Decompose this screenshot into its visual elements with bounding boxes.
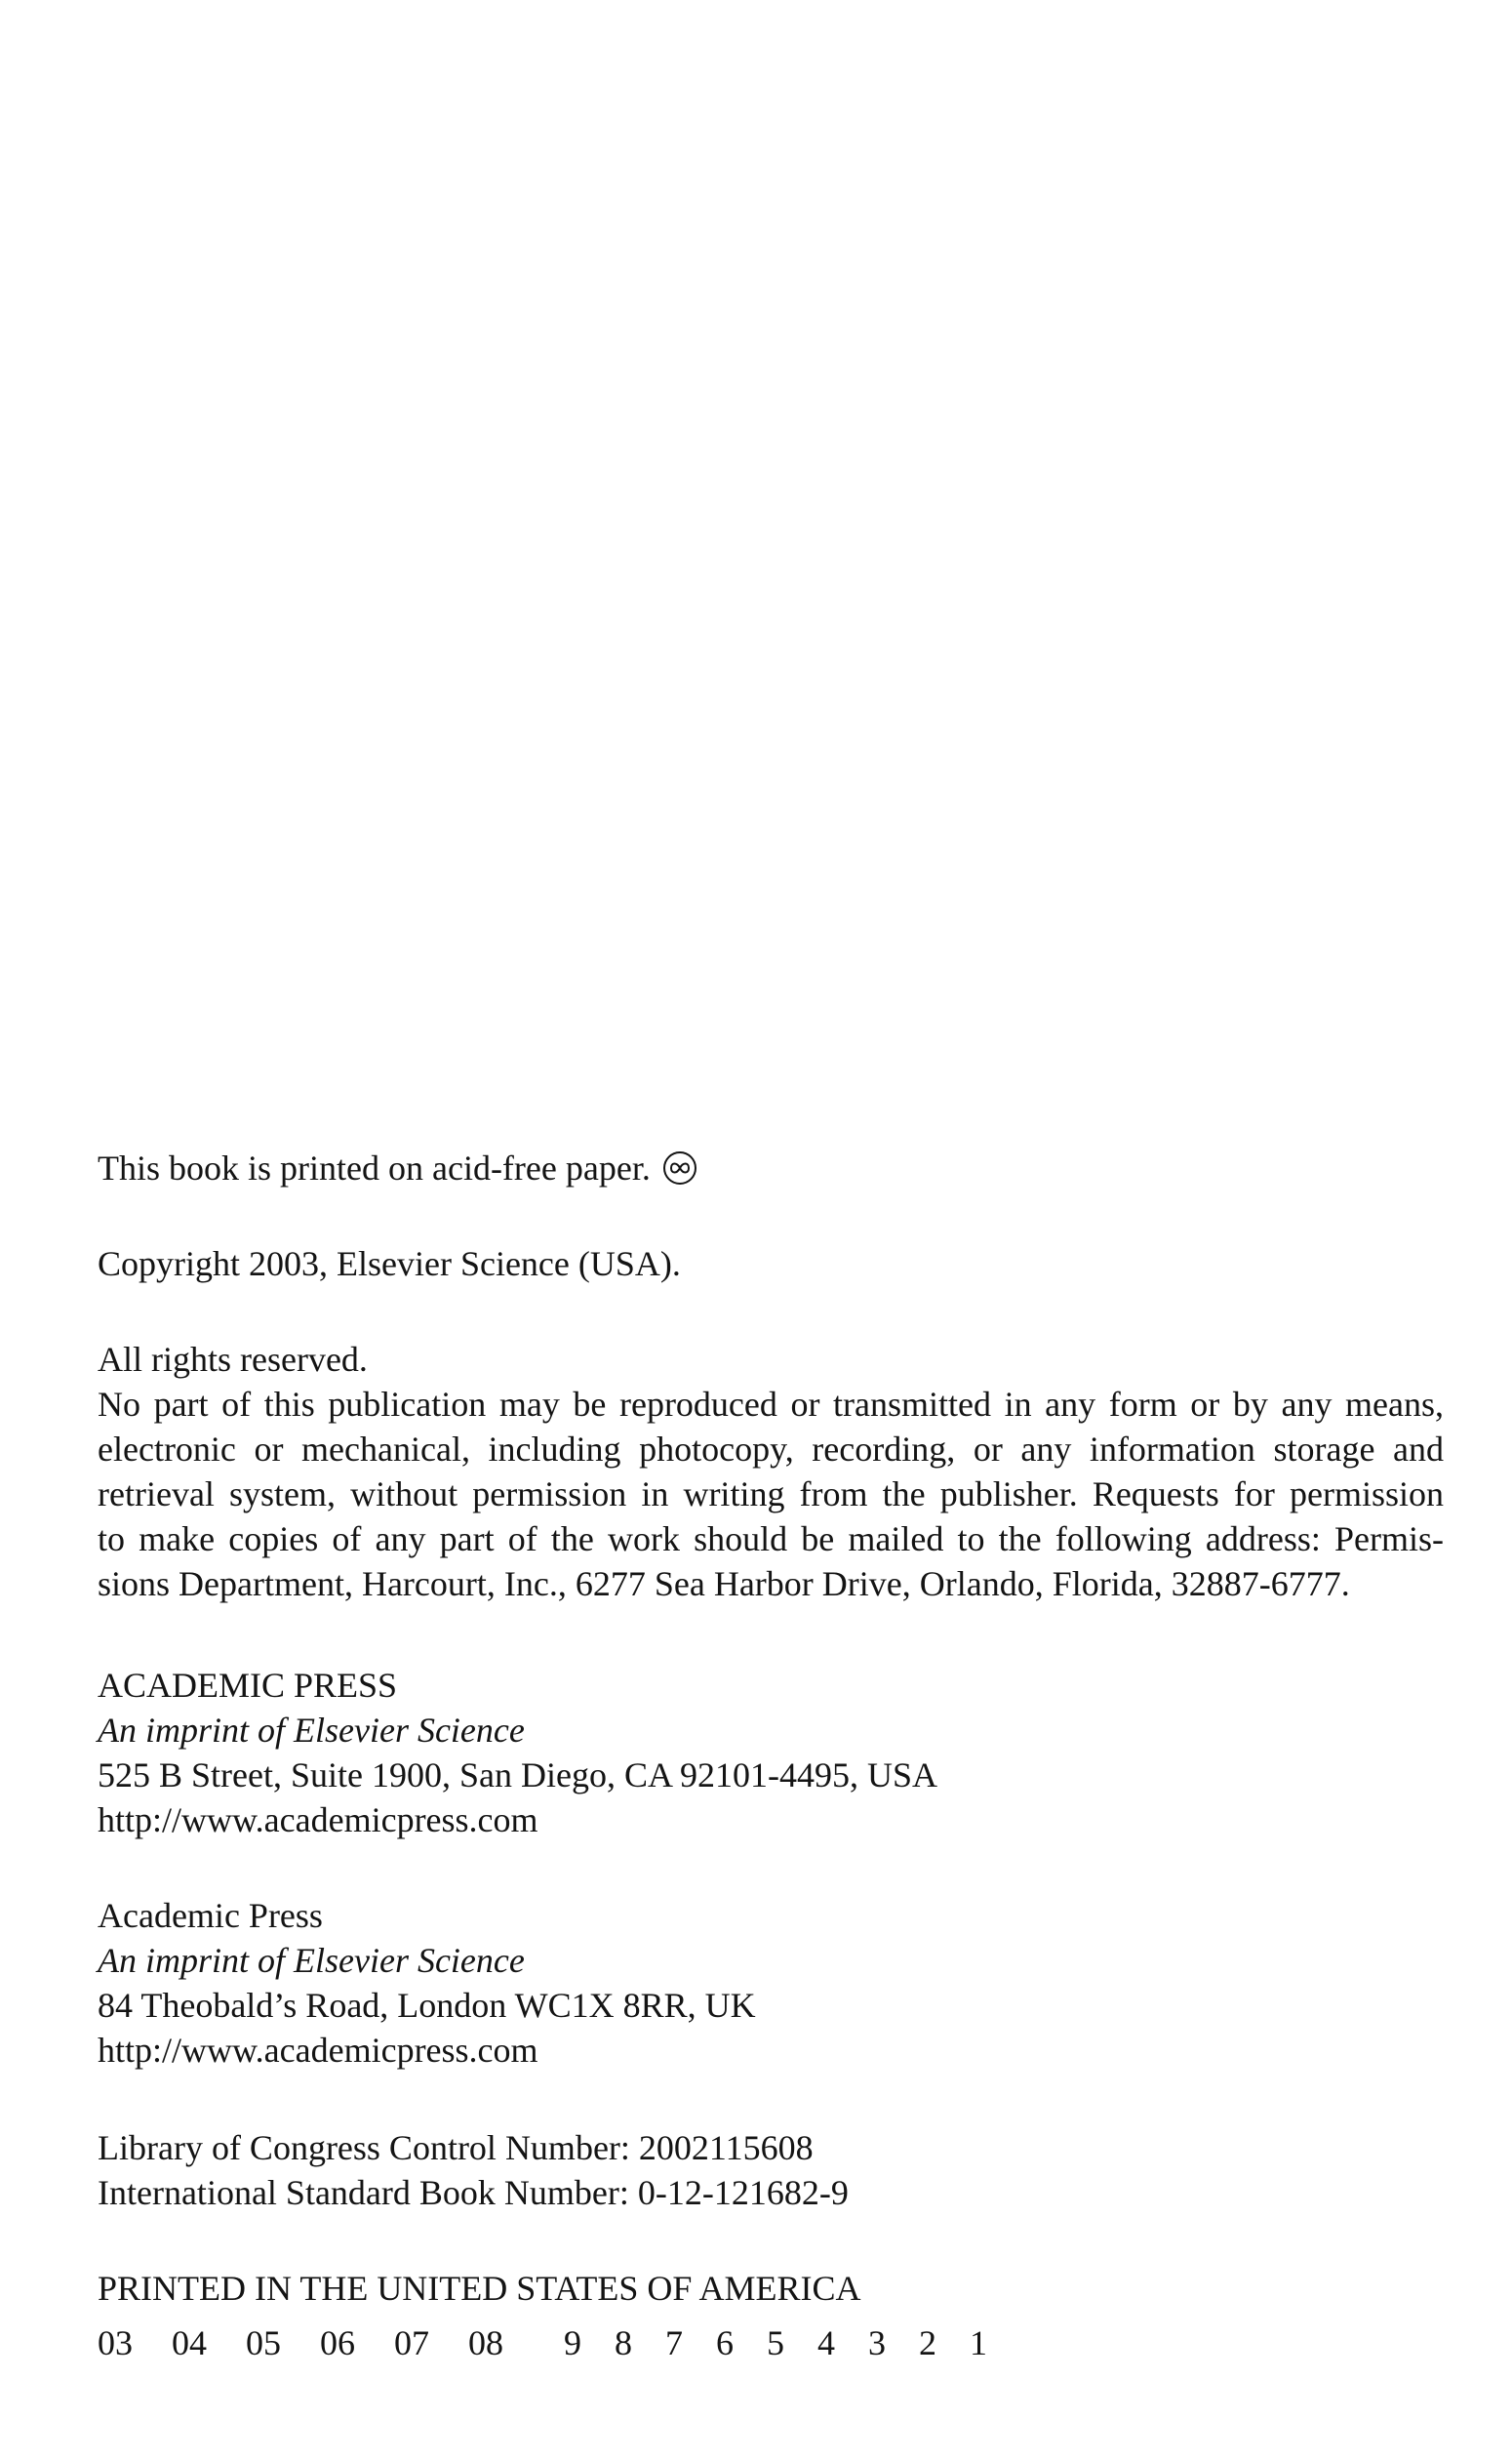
printing-line — [98, 2320, 1020, 2365]
lccn: Library of Congress Control Number: 2002115608 — [98, 2128, 814, 2167]
publisher-address: 84 Theobald’s Road, London WC1X 8RR, UK — [98, 1986, 756, 2025]
publisher-address: 525 B Street, Suite 1900, San Diego, CA 92101-4495, USA — [98, 1755, 937, 1794]
printing-year: 04 — [172, 2323, 207, 2362]
printing-number: 6 — [716, 2323, 734, 2362]
printing-number: 5 — [767, 2323, 784, 2362]
printing-number: 1 — [970, 2323, 987, 2362]
printing-year: 06 — [320, 2323, 355, 2362]
acid-free-text: This book is printed on acid-free paper. — [98, 1149, 651, 1188]
printing-number: 2 — [919, 2323, 936, 2362]
printing-number: 3 — [868, 2323, 886, 2362]
rights-statement — [98, 1337, 1444, 1606]
publisher-imprint: An imprint of Elsevier Science — [98, 1941, 525, 1980]
printing-year: 07 — [394, 2323, 429, 2362]
copyright-notice — [98, 1241, 1444, 1286]
printed-in-text: PRINTED IN THE UNITED STATES OF AMERICA — [98, 2269, 861, 2308]
rights-heading: All rights reserved. — [98, 1340, 368, 1379]
printing-number: 8 — [615, 2323, 632, 2362]
publisher-name: ACADEMIC PRESS — [98, 1666, 398, 1705]
rights-line: No part of this publication may be reproduced or transmitted in any form or by any means, — [98, 1385, 1444, 1424]
publisher-url: http://www.academicpress.com — [98, 1800, 538, 1839]
catalog-info — [98, 2125, 1444, 2215]
printing-year: 03 — [98, 2323, 133, 2362]
acid-free-paper-symbol-icon — [662, 1150, 697, 1196]
rights-line: sions Department, Harcourt, Inc., 6277 Sea Harbor Drive, Orlando, Florida, 32887-6777. — [98, 1564, 1350, 1603]
printing-year: 08 — [468, 2323, 503, 2362]
rights-line: to make copies of any part of the work should be mailed to the following address: Permis- — [98, 1519, 1444, 1558]
publisher-url: http://www.academicpress.com — [98, 2031, 538, 2070]
printing-number: 9 — [564, 2323, 581, 2362]
publisher-us — [98, 1663, 1444, 1842]
acid-free-statement — [98, 1146, 1444, 1196]
publisher-name: Academic Press — [98, 1896, 323, 1935]
copyright-text: Copyright 2003, Elsevier Science (USA). — [98, 1244, 681, 1283]
publisher-imprint: An imprint of Elsevier Science — [98, 1711, 525, 1750]
isbn: International Standard Book Number: 0-12-121682-9 — [98, 2173, 849, 2212]
rights-line: electronic or mechanical, including photocopy, recording, or any information storage and — [98, 1430, 1444, 1469]
printing-year: 05 — [246, 2323, 281, 2362]
printed-in — [98, 2266, 1444, 2311]
printing-number: 4 — [817, 2323, 835, 2362]
rights-line: retrieval system, without permission in writing from the publisher. Requests for permission — [98, 1474, 1444, 1513]
publisher-uk — [98, 1893, 1444, 2073]
printing-number: 7 — [665, 2323, 683, 2362]
